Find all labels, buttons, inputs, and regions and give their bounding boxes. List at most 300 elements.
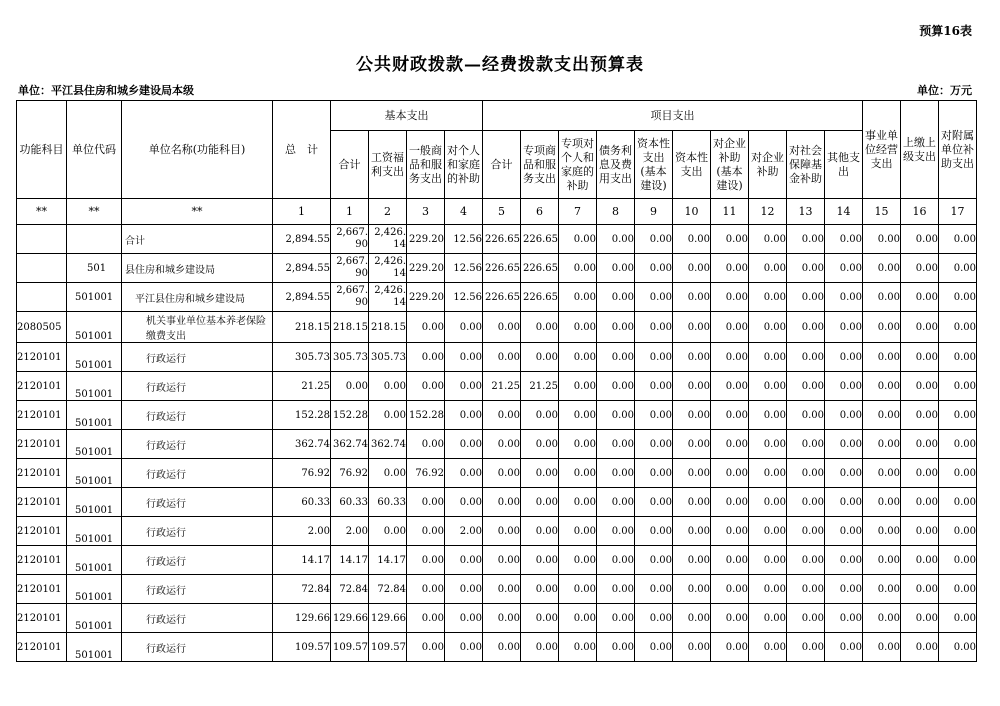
header-tail-0: 事业单位经营支出 <box>863 101 901 199</box>
value-cell: 0.00 <box>635 225 673 254</box>
value-cell: 60.33 <box>331 488 369 517</box>
index-cell: 11 <box>711 199 749 225</box>
value-cell: 0.00 <box>863 633 901 662</box>
value-cell: 0.00 <box>749 546 787 575</box>
value-cell: 0.00 <box>939 430 977 459</box>
value-cell: 0.00 <box>559 604 597 633</box>
value-cell: 14.17 <box>331 546 369 575</box>
value-cell: 226.65 <box>483 225 521 254</box>
func-subject-cell <box>17 254 67 283</box>
value-cell: 21.25 <box>273 372 331 401</box>
value-cell: 305.73 <box>369 343 407 372</box>
value-cell: 0.00 <box>559 517 597 546</box>
value-cell: 0.00 <box>673 517 711 546</box>
value-cell: 0.00 <box>939 401 977 430</box>
table-row <box>17 343 977 372</box>
value-cell: 0.00 <box>939 312 977 343</box>
value-cell: 2.00 <box>445 517 483 546</box>
header-tail-1: 上缴上级支出 <box>901 101 939 199</box>
value-cell: 218.15 <box>273 312 331 343</box>
value-cell: 0.00 <box>863 488 901 517</box>
value-cell: 0.00 <box>711 604 749 633</box>
value-cell: 0.00 <box>635 312 673 343</box>
table-row <box>17 459 977 488</box>
value-cell: 0.00 <box>559 430 597 459</box>
value-cell: 0.00 <box>787 633 825 662</box>
unit-name-cell: 行政运行 <box>122 430 273 459</box>
value-cell: 0.00 <box>749 401 787 430</box>
value-cell: 0.00 <box>407 372 445 401</box>
value-cell: 0.00 <box>901 430 939 459</box>
func-subject-cell: 2120101 <box>17 372 67 401</box>
value-cell: 0.00 <box>673 604 711 633</box>
unit-name-cell: 行政运行 <box>122 372 273 401</box>
value-cell: 0.00 <box>597 401 635 430</box>
value-cell: 0.00 <box>825 575 863 604</box>
index-cell: 4 <box>445 199 483 225</box>
value-cell: 0.00 <box>369 401 407 430</box>
value-cell: 362.74 <box>331 430 369 459</box>
value-cell: 0.00 <box>749 225 787 254</box>
func-subject-cell: 2120101 <box>17 343 67 372</box>
index-cell: 6 <box>521 199 559 225</box>
value-cell: 226.65 <box>521 254 559 283</box>
value-cell: 0.00 <box>445 459 483 488</box>
value-cell: 0.00 <box>673 575 711 604</box>
value-cell: 0.00 <box>825 517 863 546</box>
value-cell: 0.00 <box>483 575 521 604</box>
value-cell: 76.92 <box>273 459 331 488</box>
value-cell: 2,894.55 <box>273 283 331 312</box>
value-cell: 0.00 <box>597 633 635 662</box>
value-cell: 2,426.14 <box>369 254 407 283</box>
value-cell: 218.15 <box>331 312 369 343</box>
value-cell: 0.00 <box>445 401 483 430</box>
value-cell: 0.00 <box>635 283 673 312</box>
value-cell: 0.00 <box>711 401 749 430</box>
value-cell: 0.00 <box>445 312 483 343</box>
value-cell: 0.00 <box>483 633 521 662</box>
value-cell: 0.00 <box>483 430 521 459</box>
value-cell: 12.56 <box>445 283 483 312</box>
value-cell: 0.00 <box>521 488 559 517</box>
value-cell: 0.00 <box>673 283 711 312</box>
value-cell: 0.00 <box>787 372 825 401</box>
value-cell: 0.00 <box>863 312 901 343</box>
value-cell: 0.00 <box>597 254 635 283</box>
header-project-5: 资本性支出 <box>673 131 711 199</box>
func-subject-cell: 2120101 <box>17 517 67 546</box>
unit-code-cell: 501001 <box>67 312 122 343</box>
value-cell: 0.00 <box>901 372 939 401</box>
value-cell: 0.00 <box>635 372 673 401</box>
value-cell: 0.00 <box>597 372 635 401</box>
value-cell: 0.00 <box>863 430 901 459</box>
header-project-8: 对社会保障基金补助 <box>787 131 825 199</box>
value-cell: 0.00 <box>673 633 711 662</box>
unit-name-cell: 行政运行 <box>122 401 273 430</box>
value-cell: 12.56 <box>445 254 483 283</box>
value-cell: 0.00 <box>825 488 863 517</box>
unit-name-cell: 行政运行 <box>122 488 273 517</box>
value-cell: 0.00 <box>407 575 445 604</box>
value-cell: 0.00 <box>749 254 787 283</box>
value-cell: 0.00 <box>445 604 483 633</box>
value-cell: 0.00 <box>635 401 673 430</box>
value-cell: 152.28 <box>331 401 369 430</box>
table-row <box>17 430 977 459</box>
table-row <box>17 517 977 546</box>
value-cell: 0.00 <box>407 517 445 546</box>
value-cell: 0.00 <box>635 254 673 283</box>
index-cell: 1 <box>331 199 369 225</box>
value-cell: 14.17 <box>273 546 331 575</box>
header-project-0: 合计 <box>483 131 521 199</box>
value-cell: 0.00 <box>445 488 483 517</box>
func-subject-cell <box>17 225 67 254</box>
index-cell: 17 <box>939 199 977 225</box>
value-cell: 60.33 <box>273 488 331 517</box>
unit-name-cell: 机关事业单位基本养老保险缴费支出 <box>122 312 273 343</box>
unit-name-cell: 平江县住房和城乡建设局 <box>122 283 273 312</box>
value-cell: 0.00 <box>445 546 483 575</box>
header-project-2: 专项对个人和家庭的补助 <box>559 131 597 199</box>
value-cell: 0.00 <box>711 517 749 546</box>
index-cell: ** <box>122 199 273 225</box>
value-cell: 0.00 <box>863 517 901 546</box>
func-subject-cell: 2120101 <box>17 401 67 430</box>
value-cell: 0.00 <box>559 575 597 604</box>
value-cell: 0.00 <box>407 430 445 459</box>
value-cell: 0.00 <box>635 459 673 488</box>
index-cell: 5 <box>483 199 521 225</box>
value-cell: 0.00 <box>711 372 749 401</box>
value-cell: 0.00 <box>749 633 787 662</box>
value-cell: 226.65 <box>483 254 521 283</box>
func-subject-cell: 2120101 <box>17 604 67 633</box>
value-cell: 0.00 <box>559 283 597 312</box>
value-cell: 0.00 <box>407 633 445 662</box>
value-cell: 152.28 <box>407 401 445 430</box>
value-cell: 0.00 <box>673 372 711 401</box>
value-cell: 0.00 <box>939 225 977 254</box>
unit-code-cell: 501001 <box>67 604 122 633</box>
unit-code-cell: 501001 <box>67 283 122 312</box>
value-cell: 0.00 <box>711 343 749 372</box>
value-cell: 0.00 <box>939 343 977 372</box>
value-cell: 0.00 <box>559 488 597 517</box>
value-cell: 14.17 <box>369 546 407 575</box>
index-cell: 13 <box>787 199 825 225</box>
value-cell: 226.65 <box>521 283 559 312</box>
header-project-9: 其他支出 <box>825 131 863 199</box>
value-cell: 0.00 <box>749 575 787 604</box>
unit-code-cell: 501001 <box>67 575 122 604</box>
value-cell: 0.00 <box>559 254 597 283</box>
value-cell: 0.00 <box>825 430 863 459</box>
value-cell: 0.00 <box>635 575 673 604</box>
value-cell: 305.73 <box>331 343 369 372</box>
header-tail-2: 对附属单位补助支出 <box>939 101 977 199</box>
value-cell: 0.00 <box>863 343 901 372</box>
table-row <box>17 372 977 401</box>
header-project-4: 资本性支出(基本建设) <box>635 131 673 199</box>
func-subject-cell: 2120101 <box>17 546 67 575</box>
value-cell: 0.00 <box>825 283 863 312</box>
value-cell: 0.00 <box>901 254 939 283</box>
value-cell: 0.00 <box>825 459 863 488</box>
value-cell: 0.00 <box>597 517 635 546</box>
value-cell: 0.00 <box>521 430 559 459</box>
value-cell: 0.00 <box>863 546 901 575</box>
unit-name-cell: 行政运行 <box>122 604 273 633</box>
value-cell: 0.00 <box>597 546 635 575</box>
value-cell: 0.00 <box>673 430 711 459</box>
value-cell: 0.00 <box>711 312 749 343</box>
value-cell: 0.00 <box>787 575 825 604</box>
value-cell: 0.00 <box>825 604 863 633</box>
value-cell: 305.73 <box>273 343 331 372</box>
value-cell: 0.00 <box>787 459 825 488</box>
value-cell: 0.00 <box>863 225 901 254</box>
value-cell: 60.33 <box>369 488 407 517</box>
value-cell: 0.00 <box>863 575 901 604</box>
value-cell: 0.00 <box>749 312 787 343</box>
value-cell: 0.00 <box>559 312 597 343</box>
value-cell: 129.66 <box>331 604 369 633</box>
value-cell: 0.00 <box>673 225 711 254</box>
table-row <box>17 401 977 430</box>
value-cell: 0.00 <box>901 517 939 546</box>
func-subject-cell: 2120101 <box>17 575 67 604</box>
value-cell: 0.00 <box>825 254 863 283</box>
unit-code-cell: 501001 <box>67 633 122 662</box>
value-cell: 0.00 <box>787 343 825 372</box>
value-cell: 226.65 <box>483 283 521 312</box>
value-cell: 0.00 <box>635 488 673 517</box>
index-cell: 3 <box>407 199 445 225</box>
unit-name-cell: 行政运行 <box>122 633 273 662</box>
value-cell: 72.84 <box>331 575 369 604</box>
value-cell: 0.00 <box>825 372 863 401</box>
table-row <box>17 633 977 662</box>
value-cell: 0.00 <box>483 343 521 372</box>
value-cell: 0.00 <box>369 459 407 488</box>
value-cell: 0.00 <box>597 604 635 633</box>
value-cell: 0.00 <box>787 401 825 430</box>
value-cell: 0.00 <box>863 283 901 312</box>
value-cell: 0.00 <box>901 633 939 662</box>
value-cell: 0.00 <box>711 575 749 604</box>
value-cell: 0.00 <box>559 401 597 430</box>
value-cell: 0.00 <box>673 401 711 430</box>
value-cell: 0.00 <box>711 546 749 575</box>
value-cell: 0.00 <box>483 517 521 546</box>
value-cell: 0.00 <box>597 343 635 372</box>
index-cell: 8 <box>597 199 635 225</box>
value-cell: 0.00 <box>939 459 977 488</box>
unit-name-cell: 行政运行 <box>122 343 273 372</box>
unit-code-cell: 501001 <box>67 401 122 430</box>
value-cell: 2,894.55 <box>273 225 331 254</box>
func-subject-cell: 2120101 <box>17 430 67 459</box>
value-cell: 0.00 <box>901 604 939 633</box>
value-cell: 0.00 <box>749 517 787 546</box>
value-cell: 229.20 <box>407 283 445 312</box>
header-project-6: 对企业补助(基本建设) <box>711 131 749 199</box>
value-cell: 21.25 <box>483 372 521 401</box>
unit-code-cell: 501001 <box>67 488 122 517</box>
value-cell: 0.00 <box>521 546 559 575</box>
index-cell: 16 <box>901 199 939 225</box>
value-cell: 0.00 <box>483 604 521 633</box>
value-cell: 0.00 <box>445 343 483 372</box>
header-project-3: 债务利息及费用支出 <box>597 131 635 199</box>
unit-name-cell: 行政运行 <box>122 546 273 575</box>
value-cell: 0.00 <box>559 459 597 488</box>
header-project-group: 项目支出 <box>483 101 863 131</box>
value-cell: 0.00 <box>369 372 407 401</box>
header-row-group <box>17 101 977 131</box>
index-cell: 15 <box>863 199 901 225</box>
func-subject-cell: 2120101 <box>17 488 67 517</box>
value-cell: 0.00 <box>445 575 483 604</box>
value-cell: 226.65 <box>521 225 559 254</box>
value-cell: 0.00 <box>787 488 825 517</box>
value-cell: 229.20 <box>407 254 445 283</box>
value-cell: 0.00 <box>711 225 749 254</box>
value-cell: 2,894.55 <box>273 254 331 283</box>
header-unit-name: 单位名称(功能科目) <box>122 101 273 199</box>
value-cell: 0.00 <box>863 254 901 283</box>
value-cell: 129.66 <box>273 604 331 633</box>
value-cell: 76.92 <box>407 459 445 488</box>
header-basic-group: 基本支出 <box>331 101 483 131</box>
value-cell: 0.00 <box>939 604 977 633</box>
value-cell: 0.00 <box>863 401 901 430</box>
value-cell: 109.57 <box>331 633 369 662</box>
value-cell: 0.00 <box>635 604 673 633</box>
value-cell: 0.00 <box>749 372 787 401</box>
unit-code-cell: 501001 <box>67 517 122 546</box>
header-total: 总 计 <box>273 101 331 199</box>
unit-code-cell: 501001 <box>67 546 122 575</box>
value-cell: 0.00 <box>711 254 749 283</box>
value-cell: 0.00 <box>597 283 635 312</box>
value-cell: 12.56 <box>445 225 483 254</box>
unit-label: 单位：平江县住房和城乡建设局本级 <box>18 84 194 97</box>
value-cell: 0.00 <box>863 459 901 488</box>
value-cell: 0.00 <box>863 604 901 633</box>
value-cell: 2,426.14 <box>369 283 407 312</box>
value-cell: 0.00 <box>787 430 825 459</box>
header-basic-0: 合计 <box>331 131 369 199</box>
value-cell: 0.00 <box>597 312 635 343</box>
value-cell: 2,667.90 <box>331 254 369 283</box>
value-cell: 0.00 <box>673 254 711 283</box>
value-cell: 0.00 <box>939 575 977 604</box>
value-cell: 0.00 <box>787 283 825 312</box>
value-cell: 0.00 <box>521 575 559 604</box>
value-cell: 218.15 <box>369 312 407 343</box>
value-cell: 0.00 <box>521 459 559 488</box>
value-cell: 0.00 <box>521 343 559 372</box>
header-project-1: 专项商品和服务支出 <box>521 131 559 199</box>
value-cell: 0.00 <box>407 546 445 575</box>
value-cell: 0.00 <box>787 225 825 254</box>
value-cell: 0.00 <box>597 225 635 254</box>
table-row <box>17 312 977 343</box>
value-cell: 0.00 <box>825 225 863 254</box>
index-cell: ** <box>17 199 67 225</box>
index-cell: 9 <box>635 199 673 225</box>
value-cell: 0.00 <box>483 401 521 430</box>
unit-name-cell: 行政运行 <box>122 517 273 546</box>
header-project-7: 对企业补助 <box>749 131 787 199</box>
value-cell: 0.00 <box>711 283 749 312</box>
value-cell: 0.00 <box>939 283 977 312</box>
value-cell: 72.84 <box>273 575 331 604</box>
header-basic-2: 一般商品和服务支出 <box>407 131 445 199</box>
header-func-subject: 功能科目 <box>17 101 67 199</box>
value-cell: 0.00 <box>483 546 521 575</box>
value-cell: 0.00 <box>635 546 673 575</box>
value-cell: 2,667.90 <box>331 225 369 254</box>
unit-code-cell <box>67 225 122 254</box>
value-cell: 0.00 <box>673 312 711 343</box>
index-cell: 2 <box>369 199 407 225</box>
value-cell: 0.00 <box>787 254 825 283</box>
header-basic-3: 对个人和家庭的补助 <box>445 131 483 199</box>
value-cell: 0.00 <box>407 488 445 517</box>
value-cell: 0.00 <box>749 488 787 517</box>
value-cell: 0.00 <box>407 604 445 633</box>
value-cell: 0.00 <box>635 343 673 372</box>
unit-name-cell: 合计 <box>122 225 273 254</box>
value-cell: 0.00 <box>749 459 787 488</box>
value-cell: 229.20 <box>407 225 445 254</box>
unit-code-cell: 501001 <box>67 430 122 459</box>
func-subject-cell: 2080505 <box>17 312 67 343</box>
value-cell: 2,667.90 <box>331 283 369 312</box>
value-cell: 0.00 <box>825 633 863 662</box>
value-cell: 0.00 <box>673 343 711 372</box>
index-cell: 1 <box>273 199 331 225</box>
unit-name-cell: 行政运行 <box>122 459 273 488</box>
value-cell: 0.00 <box>559 225 597 254</box>
value-cell: 0.00 <box>445 633 483 662</box>
value-cell: 0.00 <box>673 488 711 517</box>
value-cell: 0.00 <box>711 459 749 488</box>
value-cell: 0.00 <box>331 372 369 401</box>
value-cell: 0.00 <box>863 372 901 401</box>
value-cell: 2.00 <box>331 517 369 546</box>
table-row <box>17 283 977 312</box>
value-cell: 0.00 <box>635 633 673 662</box>
value-cell: 0.00 <box>407 343 445 372</box>
value-cell: 0.00 <box>901 312 939 343</box>
value-cell: 152.28 <box>273 401 331 430</box>
value-cell: 0.00 <box>711 430 749 459</box>
index-cell: 14 <box>825 199 863 225</box>
value-cell: 0.00 <box>901 459 939 488</box>
value-cell: 0.00 <box>749 343 787 372</box>
value-cell: 0.00 <box>445 372 483 401</box>
table-row <box>17 254 977 283</box>
value-cell: 0.00 <box>559 633 597 662</box>
value-cell: 0.00 <box>825 546 863 575</box>
value-cell: 0.00 <box>749 604 787 633</box>
